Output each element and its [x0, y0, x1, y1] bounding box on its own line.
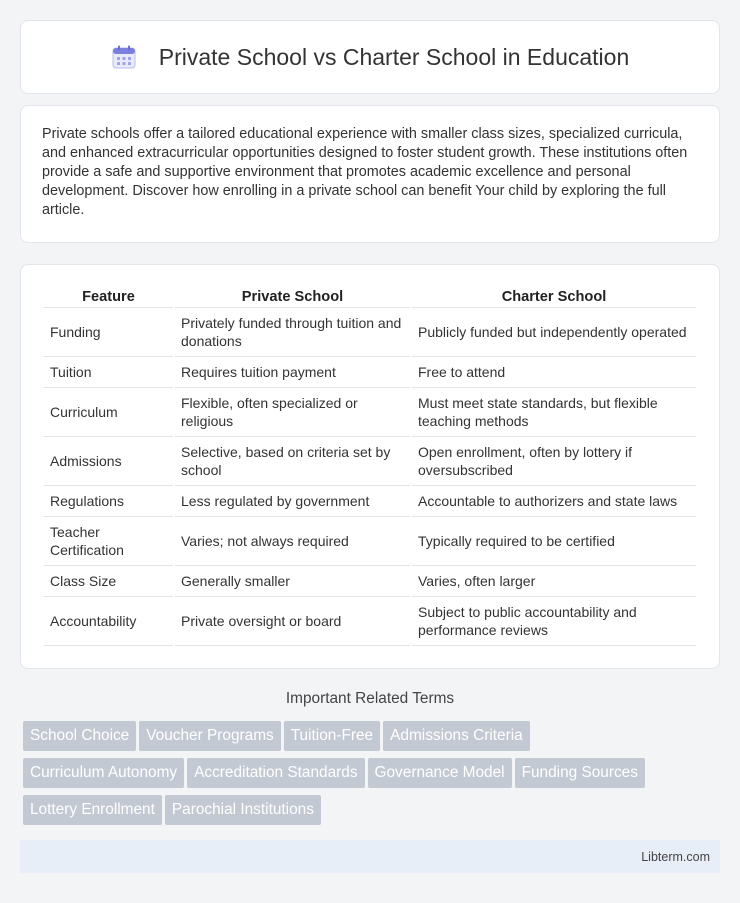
related-terms-title: Important Related Terms — [285, 690, 455, 707]
header-private-school: Private School — [175, 285, 410, 308]
page-title: Private School vs Charter School in Education — [158, 43, 630, 70]
cell-feature: Accountability — [44, 597, 173, 646]
term-tag[interactable]: School Choice — [23, 721, 136, 751]
table-row — [44, 517, 696, 566]
table-row — [44, 437, 696, 486]
cell-private: Flexible, often specialized or religious — [175, 388, 410, 437]
footer-site-link[interactable]: Libterm.com — [641, 850, 710, 864]
cell-charter: Accountable to authorizers and state laws — [412, 486, 696, 517]
table-row — [44, 566, 696, 597]
cell-private: Generally smaller — [175, 566, 410, 597]
table-row — [44, 597, 696, 646]
related-terms-list — [23, 721, 723, 832]
footer — [20, 840, 720, 873]
cell-charter: Must meet state standards, but flexible teaching methods — [412, 388, 696, 437]
cell-private: Requires tuition payment — [175, 357, 410, 388]
cell-private: Less regulated by government — [175, 486, 410, 517]
cell-feature: Teacher Certification — [44, 517, 173, 566]
comparison-table — [42, 285, 698, 646]
cell-feature: Admissions — [44, 437, 173, 486]
term-tag[interactable]: Tuition-Free — [284, 721, 380, 751]
intro-card — [20, 105, 720, 243]
table-row — [44, 388, 696, 437]
cell-charter: Typically required to be certified — [412, 517, 696, 566]
calendar-icon — [111, 44, 137, 70]
cell-private: Varies; not always required — [175, 517, 410, 566]
term-tag[interactable]: Admissions Criteria — [383, 721, 530, 751]
term-tag[interactable]: Funding Sources — [515, 758, 645, 788]
table-row — [44, 308, 696, 357]
term-tag[interactable]: Parochial Institutions — [165, 795, 321, 825]
cell-feature: Curriculum — [44, 388, 173, 437]
table-row — [44, 357, 696, 388]
term-tag[interactable]: Voucher Programs — [139, 721, 280, 751]
cell-charter: Varies, often larger — [412, 566, 696, 597]
cell-feature: Tuition — [44, 357, 173, 388]
cell-charter: Subject to public accountability and performance reviews — [412, 597, 696, 646]
header-card — [20, 20, 720, 94]
header-feature: Feature — [44, 285, 173, 308]
intro-text: Private schools offer a tailored educational experience with smaller class sizes, specialized curricula, and enhanced extracurricular opportunities designed to foster student growth. These institutions often provide a safe and supportive environment that promotes academic excellence and personal development. Discover how enrolling in a private school can benefit Your child by exploring the full article. — [42, 126, 688, 218]
cell-charter: Publicly funded but independently operated — [412, 308, 696, 357]
cell-charter: Free to attend — [412, 357, 696, 388]
cell-private: Private oversight or board — [175, 597, 410, 646]
term-tag[interactable]: Governance Model — [368, 758, 512, 788]
term-tag[interactable]: Accreditation Standards — [187, 758, 364, 788]
term-tag[interactable]: Curriculum Autonomy — [23, 758, 184, 788]
comparison-card — [20, 264, 720, 669]
table-row — [44, 486, 696, 517]
table-header-row — [44, 285, 696, 308]
cell-private: Privately funded through tuition and donations — [175, 308, 410, 357]
cell-private: Selective, based on criteria set by school — [175, 437, 410, 486]
cell-feature: Class Size — [44, 566, 173, 597]
header-charter-school: Charter School — [412, 285, 696, 308]
cell-feature: Funding — [44, 308, 173, 357]
term-tag[interactable]: Lottery Enrollment — [23, 795, 162, 825]
cell-charter: Open enrollment, often by lottery if oversubscribed — [412, 437, 696, 486]
cell-feature: Regulations — [44, 486, 173, 517]
